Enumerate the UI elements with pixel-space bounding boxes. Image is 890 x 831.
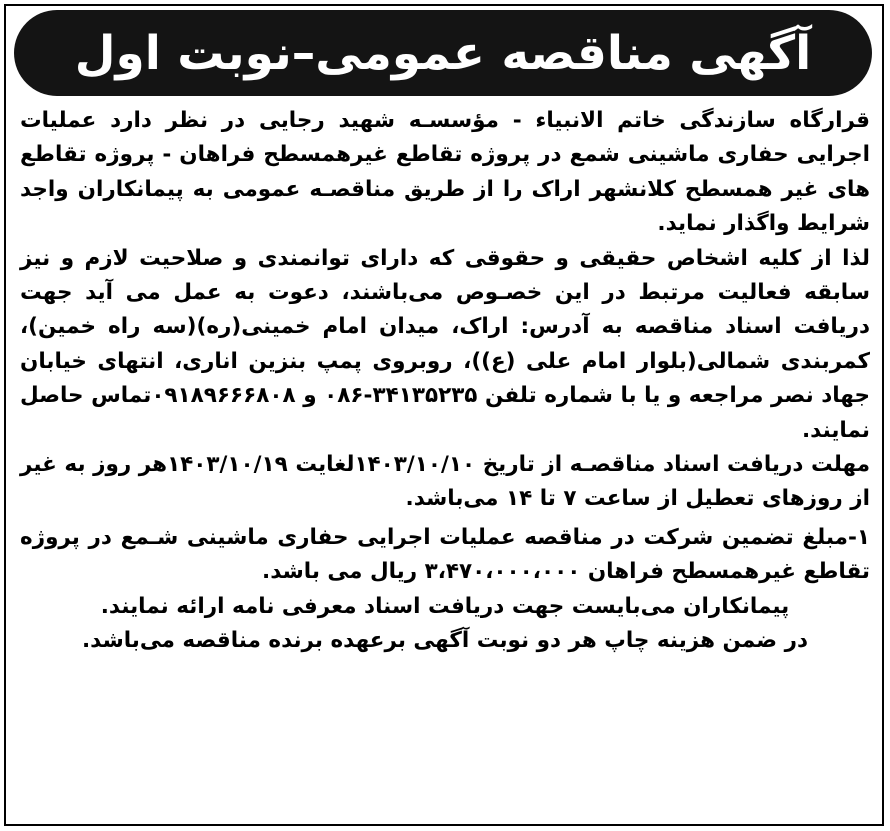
notice-body — [20, 104, 870, 659]
notice-title: آگهی مناقصه عمومی–نوبت اول — [74, 25, 812, 81]
intro-paragraph: قرارگاه سازندگی خاتم الانبیاء - مؤسسـه شهید رجایی در نظر دارد عملیات اجرایی حفاری ماشینی شمع در پروژه تقاطع غیرهمسطح فراهان - پروژه تقاطع های غیر همسطح کلانشهر اراک را از طریق مناقصـه عمومی به پیمانکاران واجد شرایط واگذار نماید. — [20, 108, 870, 237]
notice-title-banner — [14, 10, 872, 96]
printing-cost-line: در ضمن هزینه چاپ هر دو نوبت آگهی برعهده برنده مناقصه می‌باشد. — [82, 628, 808, 654]
invitation-paragraph: لذا از کلیه اشخاص حقیقی و حقوقی که دارای توانمندی و صلاحیت لازم و نیز سابقه فعالیت مرتبط در این خصـوص می‌باشند، دعوت به عمل می آید جهت دریافت اسناد مناقصه به آدرس: اراک، میدان امام خمینی(ره)(سه راه خمین)، کمربندی شمالی(بلوار امام علی (ع))، روبروی پمپ بنزین اناری، انتهای خیابان جهاد نصر مراجعه و یا با شماره تلفن ۳۴۱۳۵۲۳۵-۰۸۶ و ۰۹۱۸۹۶۶۶۸۰۸تماس حاصل نمایند. — [20, 245, 870, 443]
contractor-requirement-line: پیمانکاران می‌بایست جهت دریافت اسناد معرفی نامه ارائه نمایند. — [100, 593, 790, 619]
deadline-paragraph: مهلت دریافت اسناد مناقصـه از تاریخ ۱۴۰۳/۱۰/۱۰لغایت ۱۴۰۳/۱۰/۱۹هر روز به غیر از روزهای تعطیل از ساعت ۷ تا ۱۴ می‌باشد. — [20, 452, 871, 512]
guarantee-paragraph: ۱-مبلغ تضمین شرکت در مناقصه عملیات اجرایی حفاری ماشینی شـمع در پروژه تقاطع غیرهمسطح فراهان ۳،۴۷۰،۰۰۰،۰۰۰ ریال می باشد. — [20, 524, 870, 585]
